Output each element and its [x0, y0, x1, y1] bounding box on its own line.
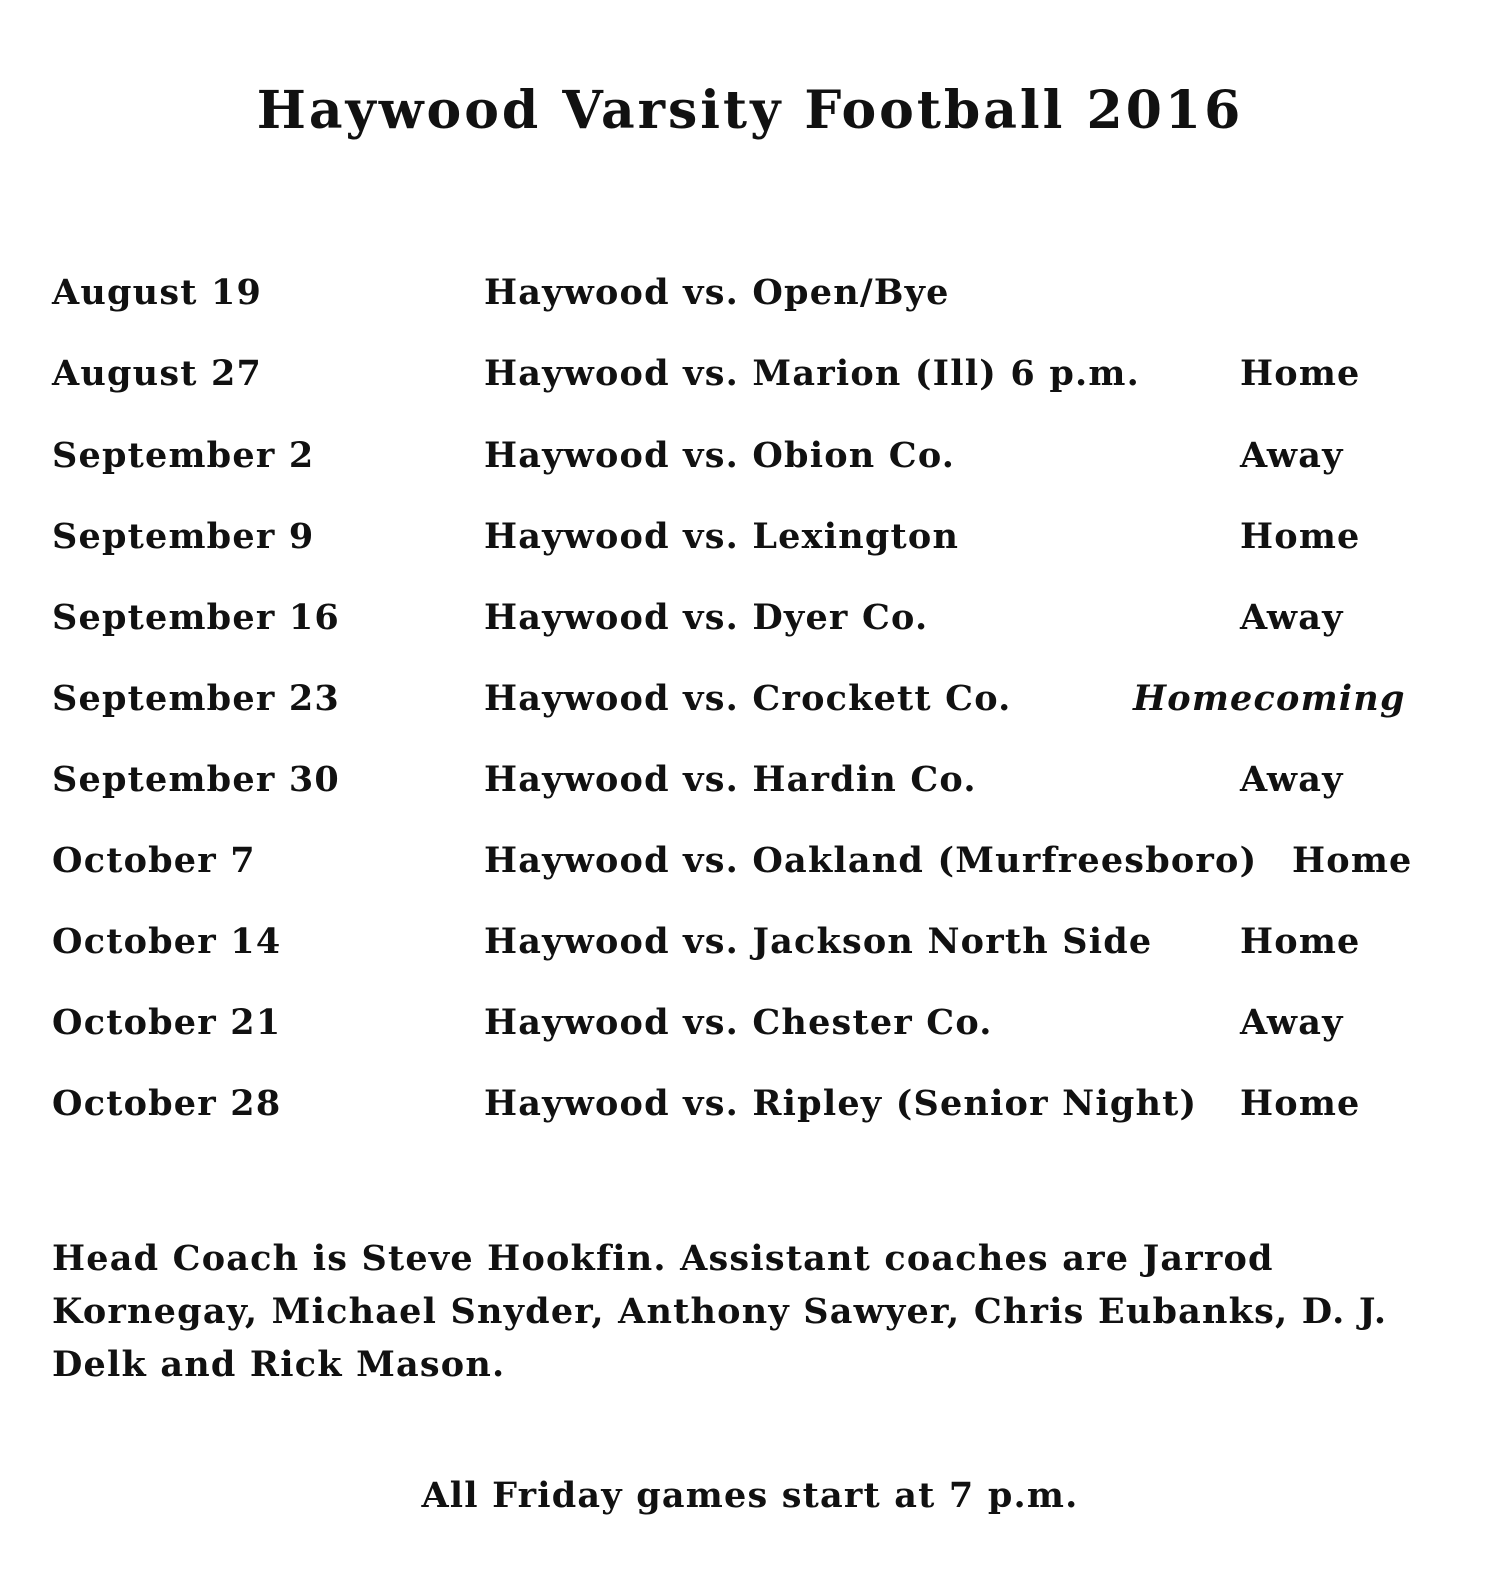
- schedule-row: [0, 516, 1500, 576]
- game-date: October 14: [52, 921, 282, 962]
- game-matchup: Haywood vs. Oakland (Murfreesboro): [484, 840, 1258, 881]
- schedule-row: [0, 759, 1500, 819]
- game-date: September 30: [52, 759, 340, 800]
- schedule-row: [0, 435, 1500, 495]
- schedule-row: [0, 921, 1500, 981]
- game-matchup: Haywood vs. Dyer Co.: [484, 597, 929, 638]
- start-time-note: All Friday games start at 7 p.m.: [421, 1475, 1079, 1516]
- game-date: October 21: [52, 1002, 282, 1043]
- game-location: Home: [1240, 516, 1361, 557]
- game-date: September 9: [52, 516, 315, 557]
- schedule-row: [0, 678, 1500, 738]
- game-date: October 28: [52, 1083, 282, 1124]
- game-matchup: Haywood vs. Ripley (Senior Night): [484, 1083, 1198, 1124]
- game-date: September 23: [52, 678, 340, 719]
- game-location: Away: [1240, 759, 1344, 800]
- game-date: August 27: [52, 353, 263, 394]
- game-matchup: Haywood vs. Hardin Co.: [484, 759, 977, 800]
- game-date: October 7: [52, 840, 256, 881]
- schedule-row: [0, 353, 1500, 413]
- page-title: Haywood Varsity Football 2016: [256, 80, 1244, 141]
- game-location: Away: [1240, 597, 1344, 638]
- schedule-row: [0, 272, 1500, 332]
- game-location: Home: [1240, 921, 1361, 962]
- game-matchup: Haywood vs. Open/Bye: [484, 272, 950, 313]
- coaches-paragraph: Head Coach is Steve Hookfin. Assistant coaches are Jarrod Kornegay, Michael Snyder, Anthony Sawyer, Chris Eubanks, D. J. Delk and Rick Mason.: [52, 1238, 1388, 1385]
- game-date: August 19: [52, 272, 263, 313]
- game-location: Home: [1240, 353, 1361, 394]
- game-location: Homecoming: [1133, 678, 1406, 719]
- schedule-row: [0, 1002, 1500, 1062]
- game-matchup: Haywood vs. Obion Co.: [484, 435, 956, 476]
- game-matchup: Haywood vs. Jackson North Side: [484, 921, 1153, 962]
- game-location: Home: [1292, 840, 1413, 881]
- schedule-row: [0, 1083, 1500, 1143]
- game-location: Away: [1240, 1002, 1344, 1043]
- game-matchup: Haywood vs. Chester Co.: [484, 1002, 993, 1043]
- schedule-row: [0, 597, 1500, 657]
- game-matchup: Haywood vs. Marion (Ill) 6 p.m.: [484, 353, 1140, 394]
- game-matchup: Haywood vs. Crockett Co.: [484, 678, 1012, 719]
- game-location: Away: [1240, 435, 1344, 476]
- game-matchup: Haywood vs. Lexington: [484, 516, 960, 557]
- game-location: Home: [1240, 1083, 1361, 1124]
- game-date: September 16: [52, 597, 340, 638]
- schedule-row: [0, 840, 1500, 900]
- game-date: September 2: [52, 435, 315, 476]
